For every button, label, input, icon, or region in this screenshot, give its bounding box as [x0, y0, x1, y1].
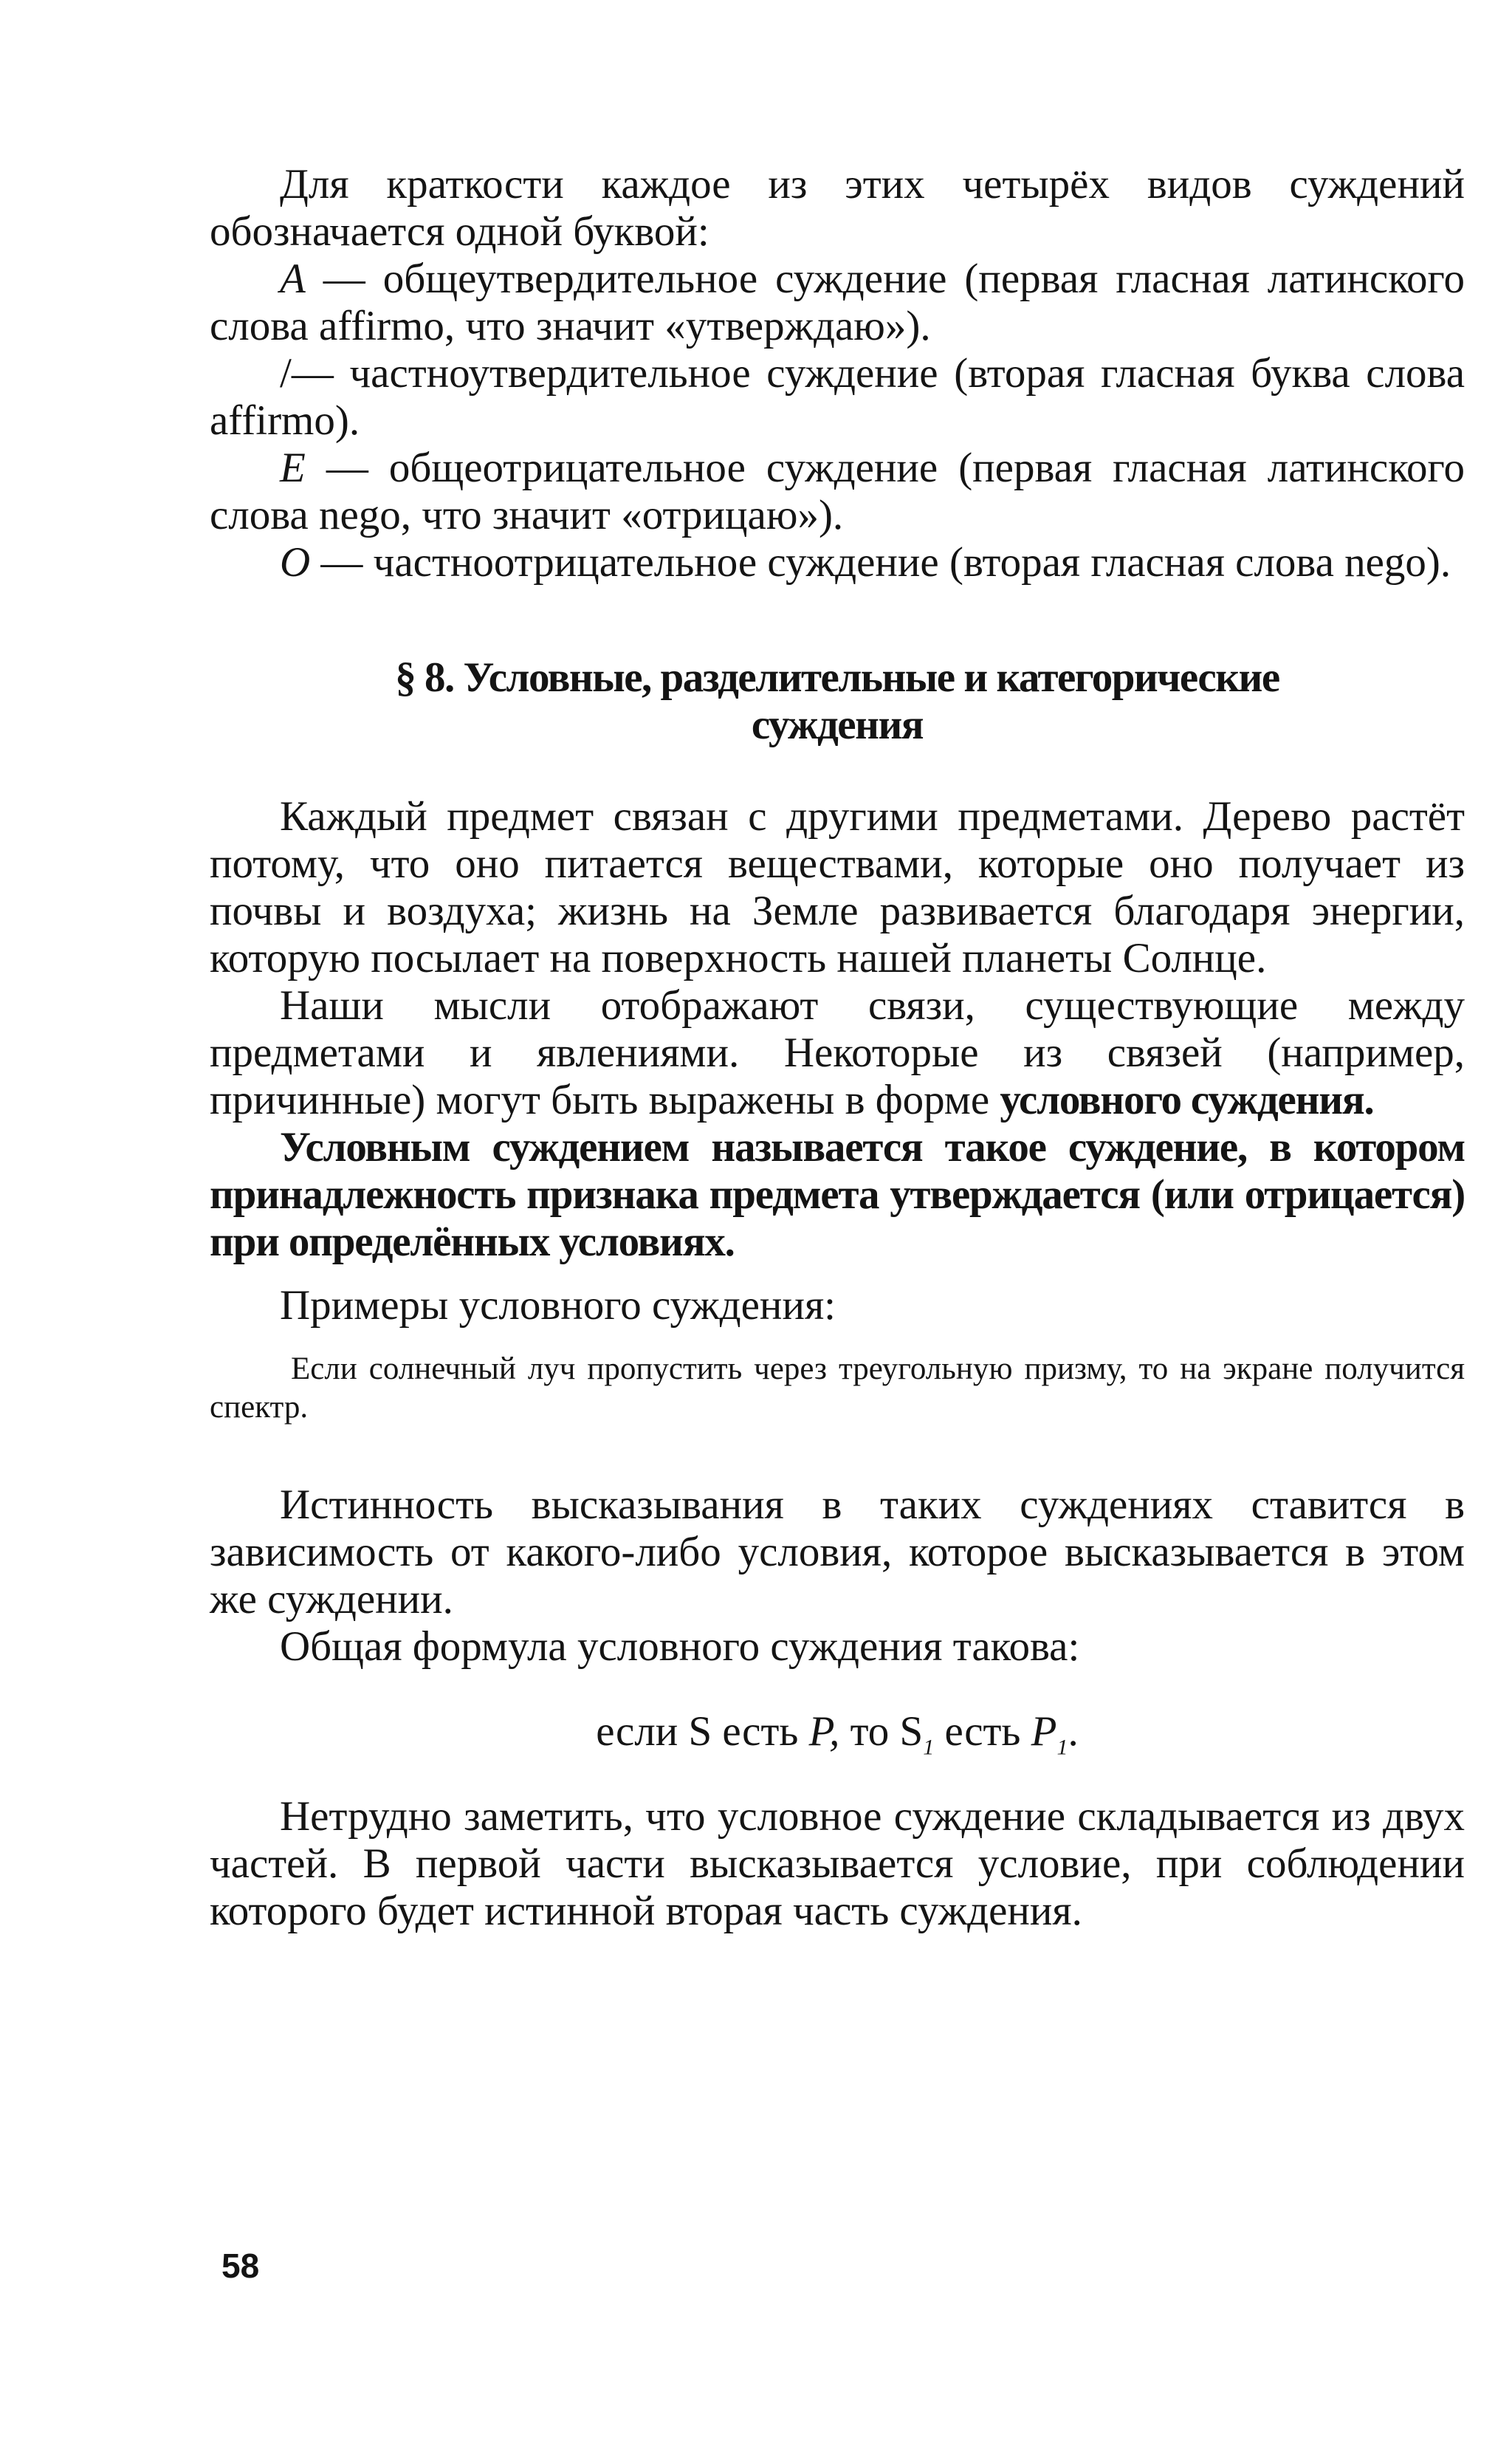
conditional-formula: [210, 1706, 1465, 1758]
list-item-o-text: — частноотрицательное суждение (вторая гласная слова nego).: [310, 539, 1451, 586]
formula-s1-subscript: 1: [923, 1735, 935, 1760]
formula-p1-letter: P: [1031, 1708, 1057, 1755]
letter-i: /: [280, 350, 292, 397]
definition-paragraph: Условным суждением называется такое суждение, в котором принадлежность признака предмета утверждается (или отрицается) при определённых условиях.: [210, 1124, 1465, 1265]
section-heading: § 8. Условные, разделительные и категорические суждения: [395, 654, 1279, 748]
letter-a: A: [280, 256, 306, 302]
formula-p1-subscript: 1: [1056, 1735, 1068, 1760]
paragraph-thoughts-text: Наши мысли отображают связи, существующие между предметами и явлениями. Некоторые из связей (например, причинные) могут быть выражены в форме: [210, 982, 1465, 1123]
example-text: Если солнечный луч пропустить через треугольную призму, то на экране получится спектр.: [210, 1351, 1465, 1425]
formula-s1: [899, 1708, 935, 1760]
formula-p: P,: [808, 1708, 840, 1755]
formula-then: то: [850, 1708, 890, 1755]
list-item-i: [210, 350, 1465, 445]
paragraph-thoughts: [210, 982, 1465, 1124]
list-item-a-text: — общеутвердительное суждение (первая гласная латинского слова affirmo, что значит «утверждаю»).: [210, 256, 1465, 349]
formula-is-1: есть: [722, 1708, 799, 1755]
formula-if: если: [596, 1708, 678, 1755]
list-item-e-text: — общеотрицательное суждение (первая гласная латинского слова nego, что значит «отрицаю»).: [210, 445, 1465, 538]
paragraph-parts: Нетрудно заметить, что условное суждение складывается из двух частей. В первой части высказывается условие, при соблюдении которого будет истинной вторая часть суждения.: [210, 1793, 1465, 1934]
list-item-e: [210, 445, 1465, 539]
page-body: [210, 161, 1465, 1935]
formula-end: .: [1068, 1708, 1079, 1755]
letter-o: O: [280, 539, 311, 586]
formula-is-2: есть: [944, 1708, 1021, 1755]
examples-label: Примеры условного суждения:: [280, 1282, 836, 1329]
formula-s: S: [688, 1708, 712, 1755]
page-number: 58: [221, 2247, 260, 2285]
list-item-i-text: — частноутвердительное суждение (вторая гласная буква слова affirmo).: [210, 350, 1465, 444]
list-item-a: [210, 256, 1465, 350]
formula-s1-letter: S: [899, 1708, 924, 1755]
formula-p1: [1031, 1708, 1068, 1760]
intro-paragraph: Для краткости каждое из этих четырёх видов суждений обозначается одной буквой:: [210, 161, 1465, 255]
list-item-o: [210, 539, 1465, 586]
term-conditional-judgment: условного суждения.: [1000, 1077, 1374, 1123]
paragraph-truth: Истинность высказывания в таких суждениях ставится в зависимость от какого-либо условия, которое высказывается в этом же суждении.: [210, 1481, 1465, 1623]
paragraph-formula-intro: Общая формула условного суждения такова:: [280, 1623, 1080, 1670]
paragraph-objects: Каждый предмет связан с другими предметами. Дерево растёт потому, что оно питается веществами, которые оно получает из почвы и воздуха; жизнь на Земле развивается благодаря энергии, которую посылает на поверхность нашей планеты Солнце.: [210, 793, 1465, 981]
letter-e: E: [280, 445, 306, 491]
